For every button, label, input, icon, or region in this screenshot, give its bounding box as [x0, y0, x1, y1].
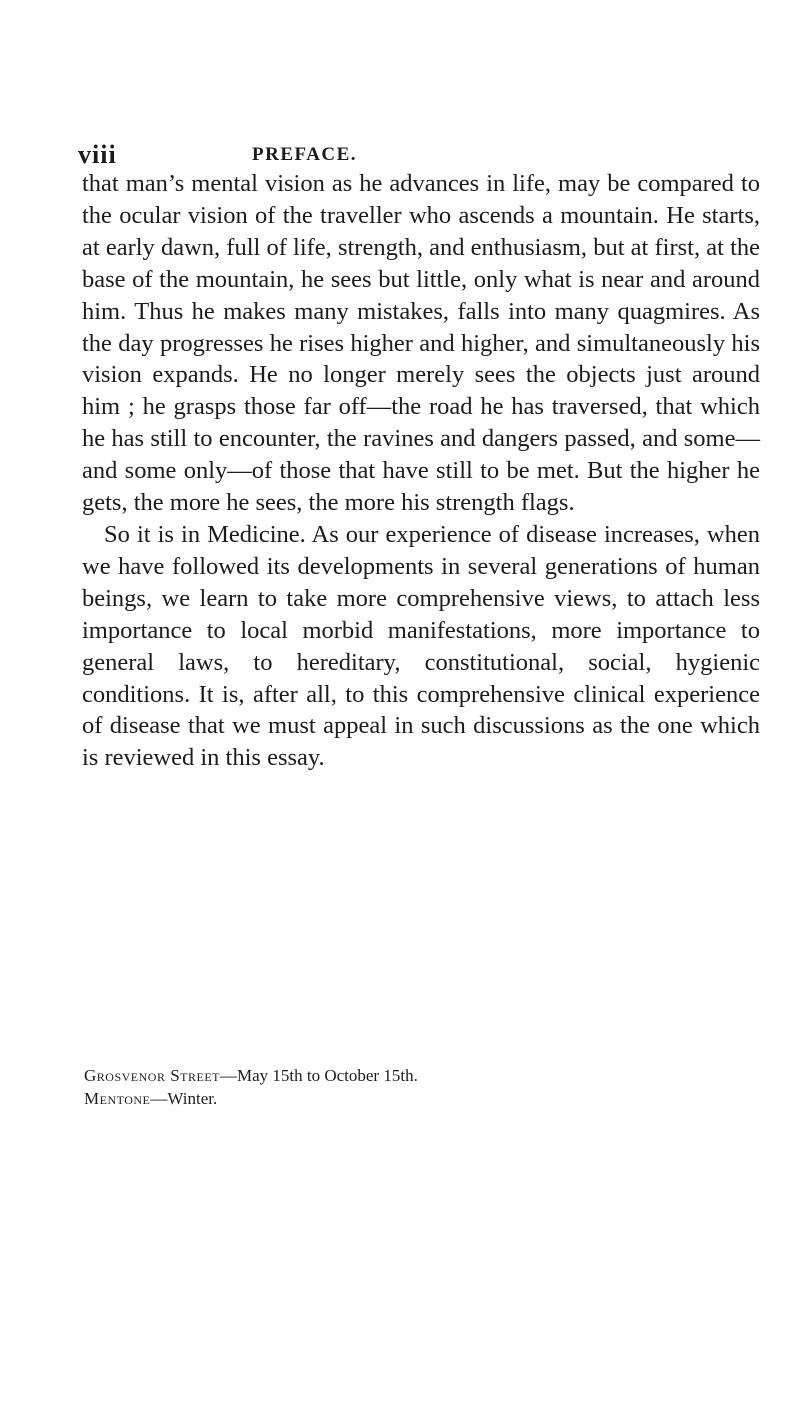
signoff-place-2: Mentone: [84, 1089, 151, 1108]
signoff-period-1: —May 15th to October 15th.: [219, 1066, 418, 1085]
page-number: viii: [78, 140, 117, 169]
signoff-line-2: [84, 1087, 684, 1110]
signoff-place-1: Grosvenor Street: [84, 1066, 220, 1085]
signoff-line-1: [84, 1064, 684, 1087]
body-text: [82, 168, 760, 774]
paragraph-medicine: So it is in Medicine. As our experience of disease increases, when we have followed its developments in several generations of human beings, we learn to take more comprehensive views, to attach less importance to local morbid manifestations, more importance to general laws, to hereditary, constitutional, social, hygienic conditions. It is, after all, to this comprehensive clinical experience of disease that we must appeal in such discussions as the one which is reviewed in this essay.: [82, 520, 760, 772]
signoff-period-2: —Winter.: [150, 1089, 218, 1108]
running-title: PREFACE.: [252, 144, 358, 165]
paragraph-continued: that man’s mental vision as he advances in life, may be compared to the ocular vision of the traveller who ascends a mountain. He starts, at early dawn, full of life, strength, and enthusiasm, but at first, at the base of the mountain, he sees but little, only what is near and around him. Thus he makes many mistakes, falls into many quagmires. As the day progresses he rises higher and higher, and simultaneously his vision expands. He no longer merely sees the objects just around him ; he grasps those far off—the road he has traversed, that which he has still to encounter, the ravines and dangers passed, and some—and some only—of those that have still to be met. But the higher he gets, the more he sees, the more his strength flags.: [82, 170, 760, 517]
signoff: [84, 1064, 684, 1110]
